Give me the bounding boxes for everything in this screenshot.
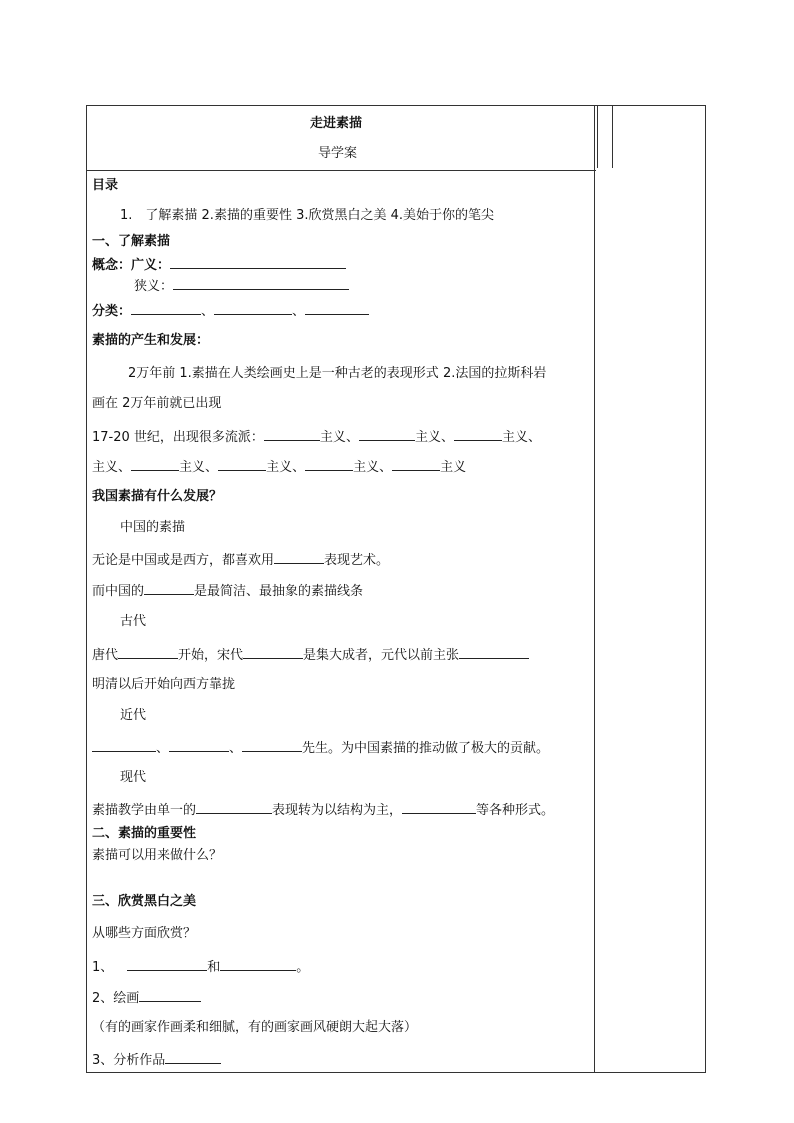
blank — [131, 302, 201, 315]
tang-line — [92, 646, 529, 664]
separator: 、 — [118, 460, 132, 475]
contemp-mid: 表现转为以结构为主， — [272, 803, 403, 818]
zhuyi-label: 主义 — [501, 430, 528, 445]
line-b — [92, 582, 363, 600]
blank — [359, 428, 415, 441]
separator: 、 — [201, 304, 215, 319]
column-divider-outer — [612, 105, 613, 168]
column-divider-inner — [597, 105, 598, 168]
blank — [305, 458, 353, 471]
item1-line — [92, 958, 309, 976]
zhuyi-label: 主义 — [440, 460, 467, 475]
blank — [402, 801, 476, 814]
separator: 、 — [379, 460, 393, 475]
narrow-line — [134, 277, 349, 295]
section2-question: 素描可以用来做什么？ — [92, 848, 223, 863]
modern-label: 近代 — [120, 708, 147, 723]
separator: 、 — [292, 460, 306, 475]
section3-question: 从哪些方面欣赏？ — [92, 926, 197, 941]
page-subtitle: 导学案 — [318, 146, 358, 161]
zhuyi-label: 主义 — [92, 460, 119, 475]
zhuyi-label: 主义 — [414, 430, 441, 445]
line-a — [92, 551, 389, 569]
blank — [131, 458, 179, 471]
section3-heading: 三、欣赏黑白之美 — [92, 894, 197, 909]
contemp-pre: 素描教学由单一的 — [92, 803, 197, 818]
blank — [243, 646, 303, 659]
item1-mid: 和 — [207, 960, 221, 975]
separator: 、 — [205, 460, 219, 475]
century-prefix: 17-20 世纪，出现很多流派： — [92, 430, 264, 445]
blank — [144, 582, 194, 595]
contemporary-label: 现代 — [120, 770, 147, 785]
item3-line — [92, 1051, 221, 1069]
item2-line — [92, 989, 201, 1007]
blank — [392, 458, 440, 471]
separator: 、 — [440, 430, 454, 445]
item1-pre: 1、 — [92, 960, 114, 975]
blank — [127, 958, 207, 971]
blank — [305, 302, 369, 315]
blank — [165, 1051, 221, 1064]
separator: 、 — [345, 430, 359, 445]
tang-post: 是集大成者，元代以前主张 — [303, 648, 460, 663]
blank — [169, 739, 229, 752]
category-line — [92, 302, 369, 320]
china-sub: 中国的素描 — [120, 520, 186, 535]
page-title: 走进素描 — [310, 116, 363, 131]
blank — [274, 551, 324, 564]
section2-heading: 二、素描的重要性 — [92, 826, 197, 841]
item3-pre: 3、分析作品 — [92, 1053, 166, 1068]
category-label: 分类： — [92, 304, 132, 319]
toc-items: 1. 了解素描 2.素描的重要性 3.欣赏黑白之美 4.美始于你的笔尖 — [120, 208, 495, 223]
blank — [459, 646, 529, 659]
line-a-pre: 无论是中国或是西方，都喜欢用 — [92, 553, 275, 568]
contemp-post: 等各种形式。 — [476, 803, 555, 818]
zhuyi-label: 主义 — [179, 460, 206, 475]
century-line — [92, 428, 541, 446]
painter-note: （有的画家作画柔和细腻，有的画家画风硬朗大起大落） — [92, 1020, 418, 1035]
separator: 、 — [528, 430, 542, 445]
narrow-label: 狭义： — [134, 279, 174, 294]
blank — [214, 302, 292, 315]
blank — [242, 739, 302, 752]
origin-heading: 素描的产生和发展： — [92, 333, 210, 348]
separator: 、 — [156, 741, 170, 756]
blank — [264, 428, 320, 441]
contemporary-line — [92, 801, 554, 819]
blank — [139, 989, 201, 1002]
blank — [454, 428, 502, 441]
blank — [92, 739, 156, 752]
line-b-post: 是最简洁、最抽象的素描线条 — [194, 584, 364, 599]
zhuyi-label: 主义 — [353, 460, 380, 475]
origin-line2: 画在 2万年前就已出现 — [92, 396, 222, 411]
concept-label: 概念：广义： — [92, 258, 171, 273]
modern-post: 先生。为中国素描的推动做了极大的贡献。 — [302, 741, 550, 756]
section1-heading: 一、了解素描 — [92, 234, 171, 249]
modern-line — [92, 739, 549, 757]
blank — [118, 646, 178, 659]
blank — [220, 958, 296, 971]
blank — [218, 458, 266, 471]
blank — [196, 801, 272, 814]
concept-line — [92, 256, 346, 274]
origin-line1: 2万年前 1.素描在人类绘画史上是一种古老的表现形式 2.法国的拉斯科岩 — [128, 366, 547, 381]
item2-pre: 2、绘画 — [92, 991, 140, 1006]
tang-pre: 唐代 — [92, 648, 119, 663]
china-heading: 我国素描有什么发展？ — [92, 489, 223, 504]
blank — [173, 277, 349, 290]
zhuyi-label: 主义 — [266, 460, 293, 475]
line-b-pre: 而中国的 — [92, 584, 145, 599]
blank — [170, 256, 346, 269]
ancient-label: 古代 — [120, 614, 147, 629]
ming-line: 明清以后开始向西方靠拢 — [92, 677, 236, 692]
header-divider — [86, 170, 596, 171]
zhuyi-label: 主义 — [319, 430, 346, 445]
toc-heading: 目录 — [92, 178, 119, 193]
tang-mid: 开始，宋代 — [178, 648, 244, 663]
century-line2 — [92, 458, 466, 476]
item1-post: 。 — [296, 960, 310, 975]
column-divider — [594, 105, 595, 1073]
line-a-post: 表现艺术。 — [324, 553, 390, 568]
separator: 、 — [292, 304, 306, 319]
separator: 、 — [229, 741, 243, 756]
